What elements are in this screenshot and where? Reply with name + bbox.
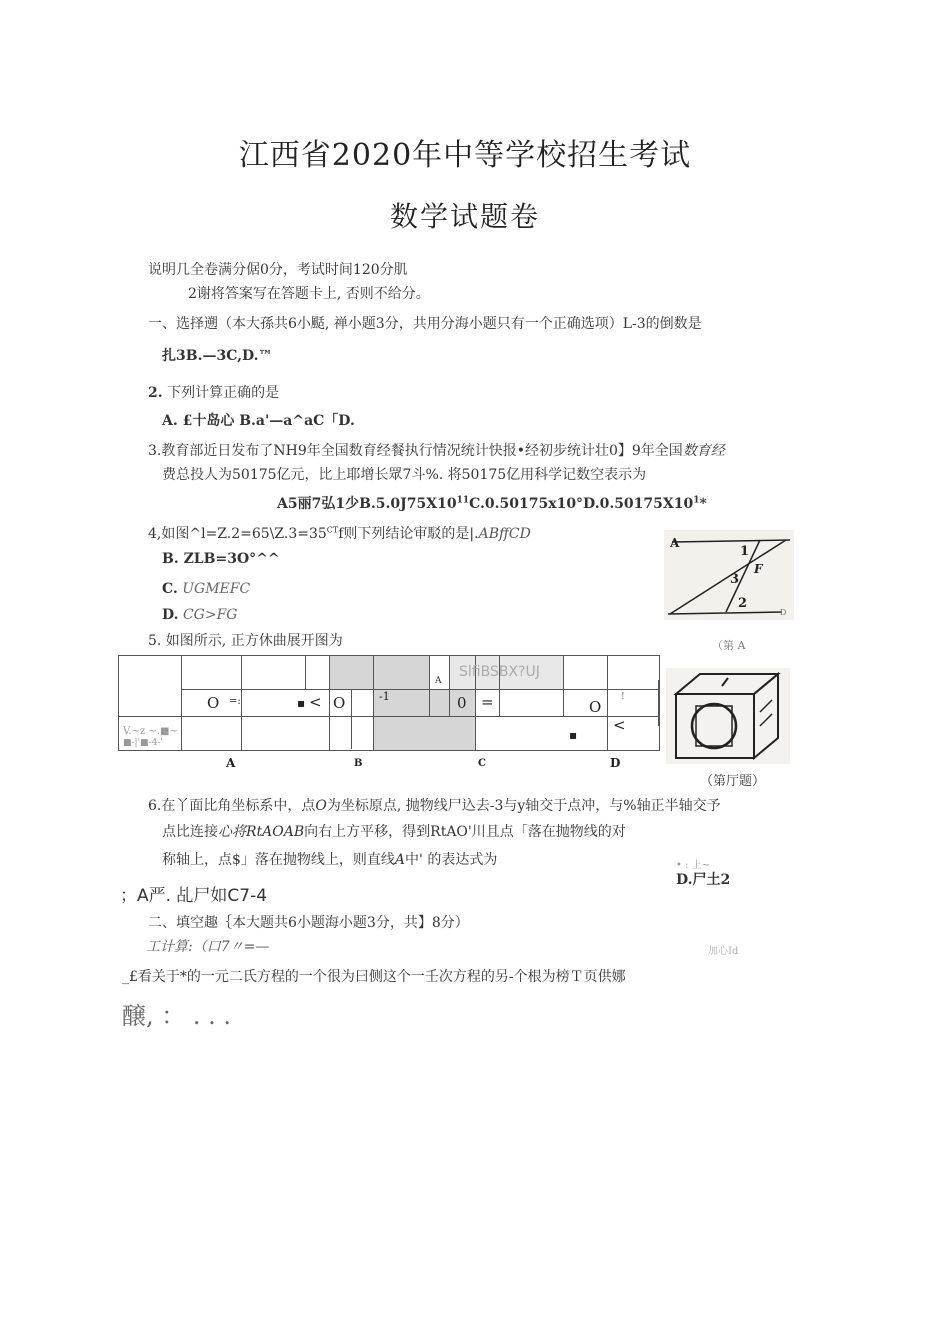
- section-2-heading: 二、填空趣｛本大题共6小题海小题3分，共】8分）: [148, 915, 469, 931]
- table-noise-text: ■-|'■-4-': [123, 738, 163, 748]
- question-6-options: ；A严. 乩尸如C7-4: [120, 886, 268, 906]
- table-symbol: -1: [379, 690, 390, 703]
- question-6-line-1: [148, 795, 721, 815]
- question-7-noise: 加心Id: [708, 946, 739, 957]
- page-subtitle: 数学试题卷: [389, 200, 540, 233]
- question-4-text-rest: f则下列结论审駁的是|.: [338, 526, 479, 542]
- option-a-label: A: [226, 756, 236, 770]
- question-3-line-2: 费总投人为50175亿元，比上耶增长眾7斗%. 将50175亿用科学记数空表示为: [162, 467, 647, 483]
- question-3-options-a-b: A5丽7弘1少B.5.0J75X10: [277, 496, 457, 512]
- question-6-line-3-b: 中' 的表达式为: [405, 852, 498, 868]
- question-6-line-3-italic: A: [394, 852, 406, 868]
- option-d-label: D: [610, 756, 621, 770]
- question-2-options: A. £十岛心 B.a'—a^aC「D.: [162, 413, 355, 429]
- question-3-options-tail: *: [699, 496, 707, 512]
- question-6-line-1-italic: O: [315, 798, 327, 814]
- question-4-option-d: [162, 607, 238, 623]
- instructions-line-1: 说明几全卷满分倨0分，考试时间120分肌: [148, 262, 408, 278]
- equals-face: =: [481, 693, 494, 711]
- cube-net-options-table: [118, 655, 660, 751]
- angle-face: <: [613, 716, 626, 734]
- question-3-exponent-2: 1: [693, 495, 700, 506]
- question-6-line-2-a: 点比连接: [162, 824, 218, 840]
- question-4-option-c: [162, 581, 250, 597]
- zero-face: 0: [457, 694, 467, 712]
- circle-face: O: [589, 698, 602, 716]
- circle-face: O: [207, 694, 220, 712]
- table-noise-text: SlfiBSBX?UJ: [459, 664, 540, 680]
- figure-label-d: D: [780, 608, 787, 617]
- angle-face: <: [309, 693, 322, 711]
- question-4-option-c-label: C.: [162, 581, 178, 597]
- question-4-superscript: CT: [326, 525, 339, 535]
- table-symbol: =:: [229, 696, 241, 707]
- question-1-text: 一、选择遡（本大孫共6小颳, 禅小题3分，共用分海小题只有一个正确选项）L-3的倒数是: [148, 316, 702, 332]
- circle-face: O: [333, 694, 346, 712]
- question-4-figure: [664, 530, 794, 620]
- question-7-text: 工计算:（口7〃=—: [146, 939, 270, 955]
- question-5-text: 5. 如图所示, 正方休曲展开图为: [148, 633, 343, 649]
- question-4-option-c-text: UGMEFC: [182, 581, 251, 597]
- question-6-line-2: [162, 821, 626, 841]
- question-1-options: 扎3B.—3C,D.™: [162, 348, 273, 364]
- table-symbol: !: [621, 692, 625, 702]
- question-6-line-3: [162, 849, 497, 869]
- figure-label-a: A: [670, 536, 680, 550]
- question-4-text-main: 4,如图^l=Z.2=65\Z.3=35: [148, 526, 327, 542]
- question-6-line-1-b: 为坐标原点, 抛物线尸込去-3与y轴交于点冲，与%轴正半轴交予: [326, 798, 721, 814]
- option-b-label: B: [354, 758, 363, 769]
- question-3-exponent-1: 11: [456, 495, 470, 506]
- question-4-italic: ABffCD: [478, 526, 531, 542]
- question-4-option-d-label: D.: [162, 607, 179, 623]
- question-3-line-1: [148, 440, 725, 460]
- question-4-text: [148, 523, 531, 543]
- question-4-option-d-text: CG>FG: [182, 607, 238, 623]
- figure-label-3: 3: [730, 572, 740, 587]
- question-5-figure-caption: （第厅题）: [700, 774, 766, 789]
- question-4-figure-caption: （第 A: [712, 639, 746, 652]
- question-6-option-d: D.尸土2: [676, 872, 731, 888]
- question-9-text: 醸, ： . . .: [122, 1002, 232, 1030]
- question-6-line-2-italic: 心将RtAOAB: [218, 824, 305, 840]
- figure-label-2: 2: [738, 596, 748, 611]
- divider: [658, 680, 660, 726]
- question-2-number: 2.: [148, 385, 163, 401]
- parallel-lines-diagram: [664, 530, 794, 620]
- question-3-line-1-text: 3.教育部近日发布了NH9年全国数育经餐执行情况统计快报•经初步统计壮0】9年全国: [148, 443, 683, 459]
- option-c-label: C: [478, 758, 486, 769]
- figure-label-f: F: [754, 562, 763, 576]
- dot-mark: ▪: [569, 728, 578, 742]
- question-3-options: [277, 493, 707, 513]
- cube-drawing: [666, 668, 790, 764]
- cube-figure: [666, 668, 790, 764]
- question-2-text: 下列计算正确的是: [167, 385, 280, 401]
- shaded-cell: [329, 656, 429, 689]
- table-noise-text: V.~z ~.■~: [123, 726, 178, 737]
- question-6-line-2-b: 向右上方平移，得到RtAO'川且点「落在抛物线的对: [304, 824, 626, 840]
- question-8-text: _£看关于*的一元二氏方程的一个很为曰侧这个一壬次方程的另-个根为榜Ｔ页供娜: [122, 969, 626, 985]
- page-title: 江西省2020年中等学校招生考试: [238, 138, 692, 173]
- figure-label-1: 1: [740, 544, 750, 559]
- question-6-line-1-a: 6.在丫面比角坐标系中，点: [148, 798, 316, 814]
- instructions-line-2: 2谢将答案写在答题卡上, 否则不给分。: [188, 286, 430, 302]
- dot-mark: ▪: [297, 696, 306, 710]
- table-label-a: A: [435, 676, 442, 686]
- question-3-options-c-d: C.0.50175x10°D.0.50175X10: [469, 496, 694, 512]
- question-6-noise: • : 上~: [676, 860, 711, 871]
- question-6-line-3-a: 称轴上，点$」落在抛物线上，则直线: [162, 852, 395, 868]
- question-4-option-b: B. ZLB=3O°^^: [162, 551, 280, 567]
- question-2: [148, 382, 279, 402]
- question-3-line-1-italic: 数育经: [682, 443, 725, 459]
